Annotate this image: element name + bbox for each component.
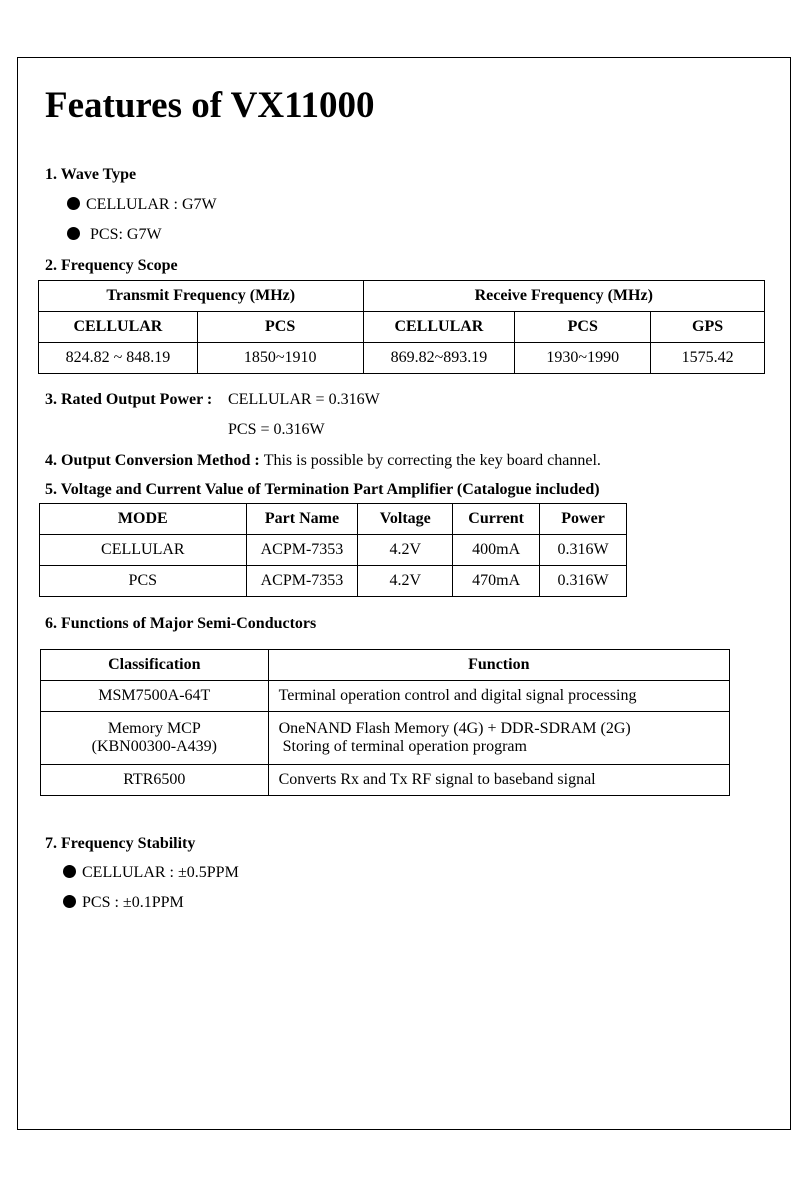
table-header: Receive Frequency (MHz) (363, 281, 765, 312)
table-cell: 1850~1910 (197, 343, 363, 374)
bullet-icon (67, 197, 80, 210)
semiconductors-table (40, 649, 730, 796)
table-header: Voltage (358, 504, 453, 535)
frequency-scope-table (38, 280, 765, 374)
section-heading-semiconductors: 6. Functions of Major Semi-Conductors (45, 615, 317, 632)
table-header: Function (268, 650, 729, 681)
section-heading-output-conversion: 4. Output Conversion Method : (45, 452, 260, 469)
rated-output-cellular: CELLULAR = 0.316W (228, 391, 380, 408)
cell-line: Memory MCP (107, 720, 201, 737)
table-cell: CELLULAR (40, 535, 247, 566)
section-heading-voltage-current: 5. Voltage and Current Value of Termination Part Amplifier (Catalogue included) (45, 481, 600, 498)
section-heading-rated-output: 3. Rated Output Power : (45, 391, 213, 408)
table-cell: 1575.42 (651, 343, 765, 374)
bullet-icon (63, 895, 76, 908)
section-heading-wave-type: 1. Wave Type (45, 166, 137, 183)
table-row (41, 681, 730, 712)
table-header: PCS (197, 312, 363, 343)
table-header: Current (453, 504, 540, 535)
list-item (63, 894, 184, 912)
rated-output-pcs: PCS = 0.316W (228, 421, 325, 438)
list-item (63, 864, 239, 882)
cell-line: Storing of terminal operation program (278, 738, 527, 755)
table-row (40, 566, 627, 597)
table-cell: MSM7500A-64T (41, 681, 269, 712)
table-header: Part Name (246, 504, 358, 535)
table-cell: 824.82 ~ 848.19 (39, 343, 198, 374)
table-row (41, 765, 730, 796)
table-cell: ACPM-7353 (246, 535, 358, 566)
table-header: MODE (40, 504, 247, 535)
section-heading-frequency-stability: 7. Frequency Stability (45, 835, 196, 852)
table-cell: 400mA (453, 535, 540, 566)
cell-line: (KBN00300-A439) (91, 738, 217, 755)
table-cell: ACPM-7353 (246, 566, 358, 597)
table-cell (41, 712, 269, 765)
table-cell: 0.316W (540, 566, 627, 597)
table-cell (268, 712, 729, 765)
table-header: CELLULAR (39, 312, 198, 343)
stability-cellular: CELLULAR : ±0.5PPM (82, 864, 239, 881)
list-item (67, 196, 217, 214)
table-cell: 470mA (453, 566, 540, 597)
table-cell: 4.2V (358, 535, 453, 566)
table-row (39, 343, 765, 374)
section-heading-frequency-scope: 2. Frequency Scope (45, 257, 178, 274)
voltage-current-table (39, 503, 627, 597)
table-header: Power (540, 504, 627, 535)
bullet-icon (67, 227, 80, 240)
table-row (40, 535, 627, 566)
output-conversion-line (45, 452, 601, 470)
table-cell: 869.82~893.19 (363, 343, 515, 374)
table-row (41, 712, 730, 765)
table-header: CELLULAR (363, 312, 515, 343)
wave-type-cellular: CELLULAR : G7W (86, 196, 217, 213)
bullet-icon (63, 865, 76, 878)
page-title: Features of VX11000 (45, 85, 375, 126)
cell-line: OneNAND Flash Memory (4G) + DDR-SDRAM (2G) (278, 720, 631, 737)
wave-type-pcs: PCS: G7W (90, 226, 162, 243)
table-header: PCS (515, 312, 651, 343)
table-cell: Terminal operation control and digital signal processing (268, 681, 729, 712)
table-cell: 0.316W (540, 535, 627, 566)
table-cell: Converts Rx and Tx RF signal to baseband signal (268, 765, 729, 796)
table-cell: 1930~1990 (515, 343, 651, 374)
table-header: Transmit Frequency (MHz) (39, 281, 364, 312)
table-cell: 4.2V (358, 566, 453, 597)
stability-pcs: PCS : ±0.1PPM (82, 894, 184, 911)
list-item (67, 226, 162, 244)
table-cell: PCS (40, 566, 247, 597)
table-header: GPS (651, 312, 765, 343)
table-header: Classification (41, 650, 269, 681)
output-conversion-text: This is possible by correcting the key board channel. (263, 452, 601, 469)
table-cell: RTR6500 (41, 765, 269, 796)
